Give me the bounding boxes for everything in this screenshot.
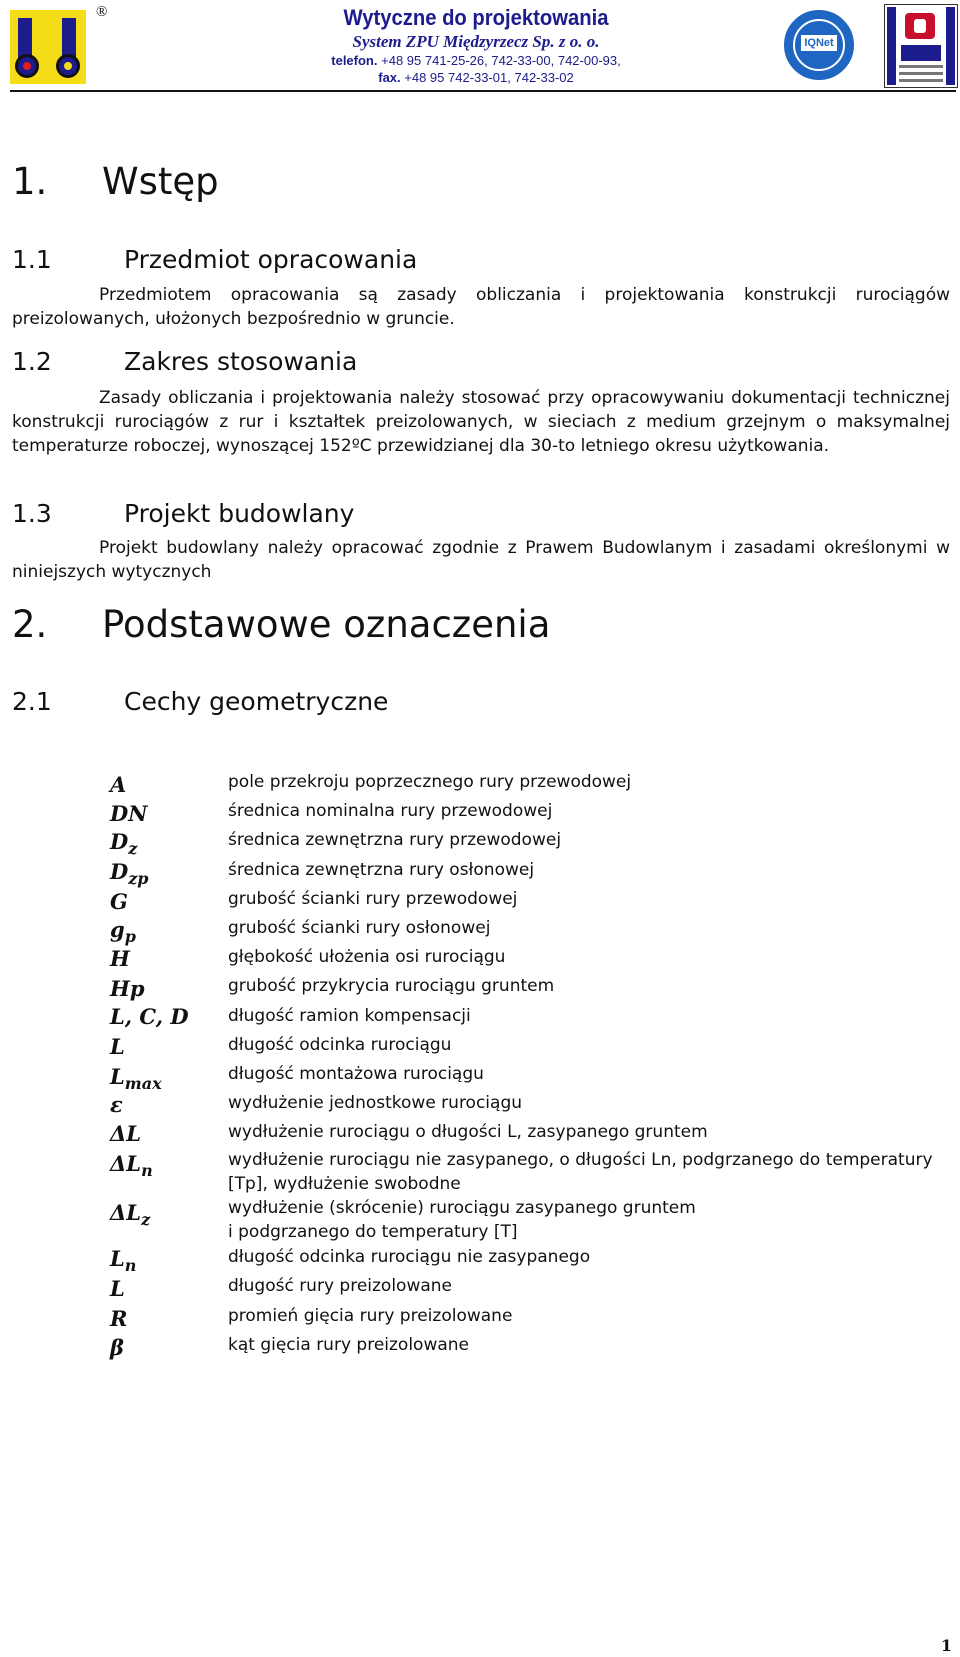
symbol-definition: pole przekroju poprzecznego rury przewodowej: [228, 772, 632, 792]
symbol-notation: [110, 1034, 125, 1059]
symbol-definition: promień gięcia rury preizolowane: [228, 1306, 513, 1326]
section-heading-1-1: [12, 244, 417, 276]
section-title: Podstawowe oznaczenia: [102, 603, 551, 646]
paragraph-text: Zasady obliczania i projektowania należy stosować przy opracowywaniu dokumentacji technicznej konstrukcji rurociągów z rur i kształtek preizolowanych, w sieciach z medium grzejnym o maksymalnej temperaturze roboczej, wynoszącej 152ºC przewidzianej dla 30-to letniego okresu użytkowania.: [12, 388, 950, 456]
symbol-subscript: max: [124, 1074, 162, 1093]
section-heading-1: [12, 160, 219, 204]
symbol-subscript: n: [124, 1256, 137, 1275]
symbol-main: ΔL: [110, 1200, 142, 1225]
document-header: [10, 4, 958, 92]
symbol-definition: długość ramion kompensacji: [228, 1006, 471, 1026]
phone-label: telefon.: [331, 53, 378, 68]
symbol-notation: [110, 1151, 153, 1180]
header-fax-line: [206, 69, 746, 86]
symbol-definition: długość odcinka rurociągu: [228, 1035, 452, 1055]
symbol-main: Hp: [110, 976, 145, 1001]
symbol-notation: [110, 889, 128, 914]
section-number: 1.: [12, 160, 48, 203]
section-number: 2.: [12, 603, 48, 646]
symbol-main: D: [110, 829, 129, 854]
section-number: 1.3: [12, 499, 52, 528]
symbol-notation: [110, 1200, 150, 1229]
symbol-definition: głębokość ułożenia osi rurociągu: [228, 947, 506, 967]
symbol-main: L: [110, 1246, 125, 1271]
registered-mark: ®: [96, 4, 108, 20]
section-title: Cechy geometryczne: [124, 687, 389, 716]
section-title: Zakres stosowania: [124, 347, 358, 376]
fax-numbers: +48 95 742-33-01, 742-33-02: [404, 70, 574, 85]
pcbc-certificate-logo: [884, 4, 958, 88]
section-number: 1.1: [12, 245, 52, 274]
symbol-definition: wydłużenie rurociągu o długości L, zasypanego gruntem: [228, 1122, 708, 1142]
symbol-subscript: zp: [128, 869, 149, 888]
iqnet-label: IQNet: [801, 35, 837, 51]
section-heading-1-2: [12, 346, 357, 378]
section-heading-2-1: [12, 686, 388, 718]
symbol-main: G: [110, 889, 128, 914]
symbol-notation: [110, 1092, 123, 1117]
section-title: Projekt budowlany: [124, 499, 355, 528]
symbol-notation: [110, 1306, 127, 1331]
paragraph-1-1: [12, 283, 950, 331]
paragraph-text: Przedmiotem opracowania są zasady obliczania i projektowania konstrukcji rurociągów preizolowanych, ułożonych bezpośrednio w gruncie.: [12, 285, 950, 329]
symbol-notation: [110, 801, 147, 826]
header-divider: [10, 90, 956, 92]
header-company: System ZPU Międzyrzecz Sp. z o. o.: [352, 32, 600, 51]
symbol-main: R: [110, 1306, 128, 1331]
section-title: Wstęp: [102, 160, 219, 203]
symbol-notation: [110, 917, 136, 946]
symbol-notation: [110, 1004, 189, 1029]
symbol-notation: [110, 1121, 141, 1146]
symbol-notation: [110, 1064, 162, 1093]
eagle-emblem-icon: [905, 13, 935, 39]
symbol-definition: wydłużenie rurociągu nie zasypanego, o długości Ln, podgrzanego do temperatury [Tp], wydłużenie swobodne: [228, 1150, 933, 1194]
section-title: Przedmiot opracowania: [124, 245, 418, 274]
symbol-main: ΔL: [110, 1151, 142, 1176]
symbol-definition: wydłużenie (skrócenie) rurociągu zasypanego gruntem i podgrzanego do temperatury [T]: [228, 1198, 696, 1242]
symbol-notation: [110, 1276, 125, 1301]
section-heading-1-3: [12, 498, 354, 530]
symbol-definition: średnica zewnętrzna rury osłonowej: [228, 860, 535, 880]
symbol-main: L: [110, 1064, 125, 1089]
header-title: Wytyczne do projektowania: [343, 5, 609, 30]
symbol-main: L, C, D: [110, 1004, 189, 1029]
symbol-notation: [110, 859, 149, 888]
page-number: 1: [940, 1636, 952, 1655]
symbol-notation: [110, 829, 137, 858]
paragraph-1-3: [12, 536, 950, 584]
symbol-definition: długość odcinka rurociągu nie zasypanego: [228, 1247, 591, 1267]
symbol-main: H: [110, 946, 130, 971]
iqnet-certification-logo: [784, 10, 854, 80]
symbol-definition: kąt gięcia rury preizolowane: [228, 1335, 470, 1355]
symbol-main: L: [110, 1276, 125, 1301]
symbol-definition: grubość ścianki rury osłonowej: [228, 918, 491, 938]
symbol-subscript: p: [124, 927, 136, 946]
symbol-notation: [110, 946, 130, 971]
symbol-main: D: [110, 859, 129, 884]
header-text-block: [206, 4, 746, 86]
symbol-main: A: [110, 772, 127, 797]
symbol-definition: długość rury preizolowane: [228, 1276, 453, 1296]
symbol-definition: wydłużenie jednostkowe rurociągu: [228, 1093, 523, 1113]
symbol-main: β: [110, 1335, 124, 1360]
paragraph-text: Projekt budowlany należy opracować zgodnie z Prawem Budowlanym i zasadami określonymi w niniejszych wytycznych: [12, 538, 950, 582]
fax-label: fax.: [378, 70, 401, 85]
section-number: 1.2: [12, 347, 52, 376]
symbol-definition: średnica nominalna rury przewodowej: [228, 801, 553, 821]
section-number: 2.1: [12, 687, 52, 716]
header-phone-line: [206, 52, 746, 69]
symbol-subscript: n: [141, 1161, 153, 1180]
company-logo: [10, 10, 86, 84]
symbol-main: ε: [110, 1092, 123, 1117]
symbol-notation: [110, 1335, 124, 1360]
symbol-definition: średnica zewnętrzna rury przewodowej: [228, 830, 562, 850]
paragraph-1-2: [12, 386, 950, 458]
symbol-main: DN: [110, 801, 148, 826]
phone-numbers: +48 95 741-25-26, 742-33-00, 742-00-93,: [381, 53, 621, 68]
symbol-main: ΔL: [110, 1121, 142, 1146]
symbol-definition: grubość przykrycia rurociągu gruntem: [228, 976, 555, 996]
symbol-definition: długość montażowa rurociągu: [228, 1064, 484, 1084]
section-heading-2: [12, 603, 550, 647]
symbol-notation: [110, 976, 145, 1001]
symbol-notation: [110, 772, 126, 797]
symbol-notation: [110, 1246, 136, 1275]
symbol-main: L: [110, 1034, 125, 1059]
symbol-subscript: z: [128, 839, 138, 858]
symbol-definition: grubość ścianki rury przewodowej: [228, 889, 518, 909]
symbol-subscript: z: [141, 1210, 151, 1229]
symbol-main: g: [110, 917, 125, 942]
